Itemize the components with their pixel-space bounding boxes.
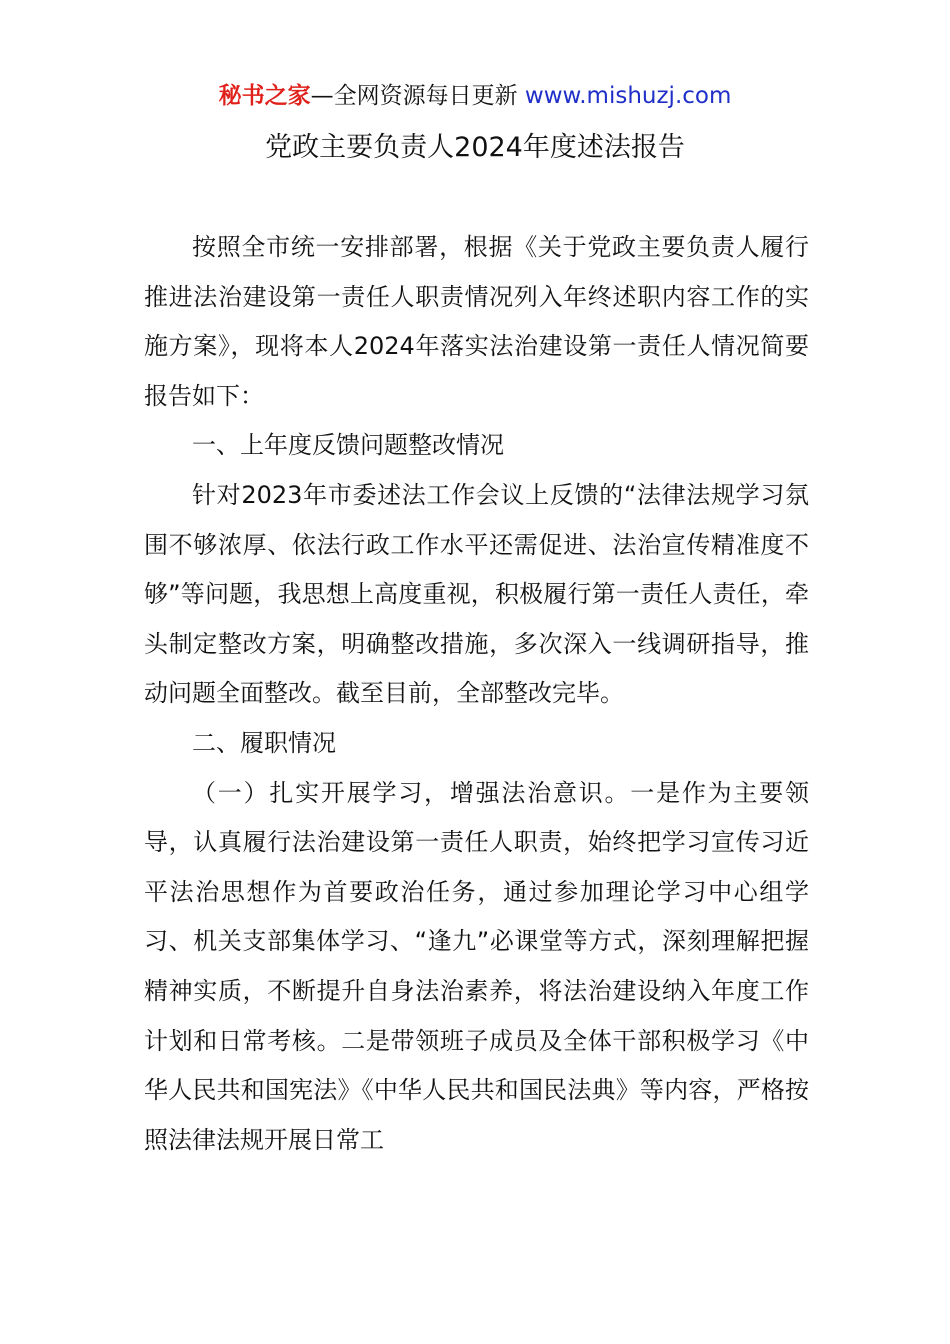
document-title: 党政主要负责人2024年度述法报告 [265,132,685,163]
site-tagline: —全网资源每日更新 [310,83,518,109]
paragraph-intro: 按照全市统一安排部署，根据《关于党政主要负责人履行推进法治建设第一责任人职责情况列入年终述职内容工作的实施方案》，现将本人2024年落实法治建设第一责任人情况简要报告如下： [144,233,809,410]
section-heading-2: 二、履职情况 [192,728,336,757]
site-header [0,80,950,112]
paragraph-rectification: 针对2023年市委述法工作会议上反馈的“法律法规学习氛围不够浓厚、依法行政工作水平还需促进、法治宣传精准度不够”等问题，我思想上高度重视，积极履行第一责任人责任，牵头制定整改方案，明确整改措施，多次深入一线调研指导，推动问题全面整改。截至目前，全部整改完毕。 [144,480,809,708]
site-url[interactable]: www.mishuzj.com [524,83,732,109]
document-body [144,223,809,1165]
section-heading-1: 一、上年度反馈问题整改情况 [192,431,504,460]
site-brand: 秘书之家 [218,83,311,109]
paragraph-study: （一）扎实开展学习，增强法治意识。一是作为主要领导，认真履行法治建设第一责任人职责，始终把学习宣传习近平法治思想作为首要政治任务，通过参加理论学习中心组学习、机关支部集体学习、“逢九”必课堂等方式，深刻理解把握精神实质，不断提升自身法治素养，将法治建设纳入年度工作计划和日常考核。二是带领班子成员及全体干部积极学习《中华人民共和国宪法》《中华人民共和国民法典》等内容，严格按照法律法规开展日常工 [144,778,809,1154]
